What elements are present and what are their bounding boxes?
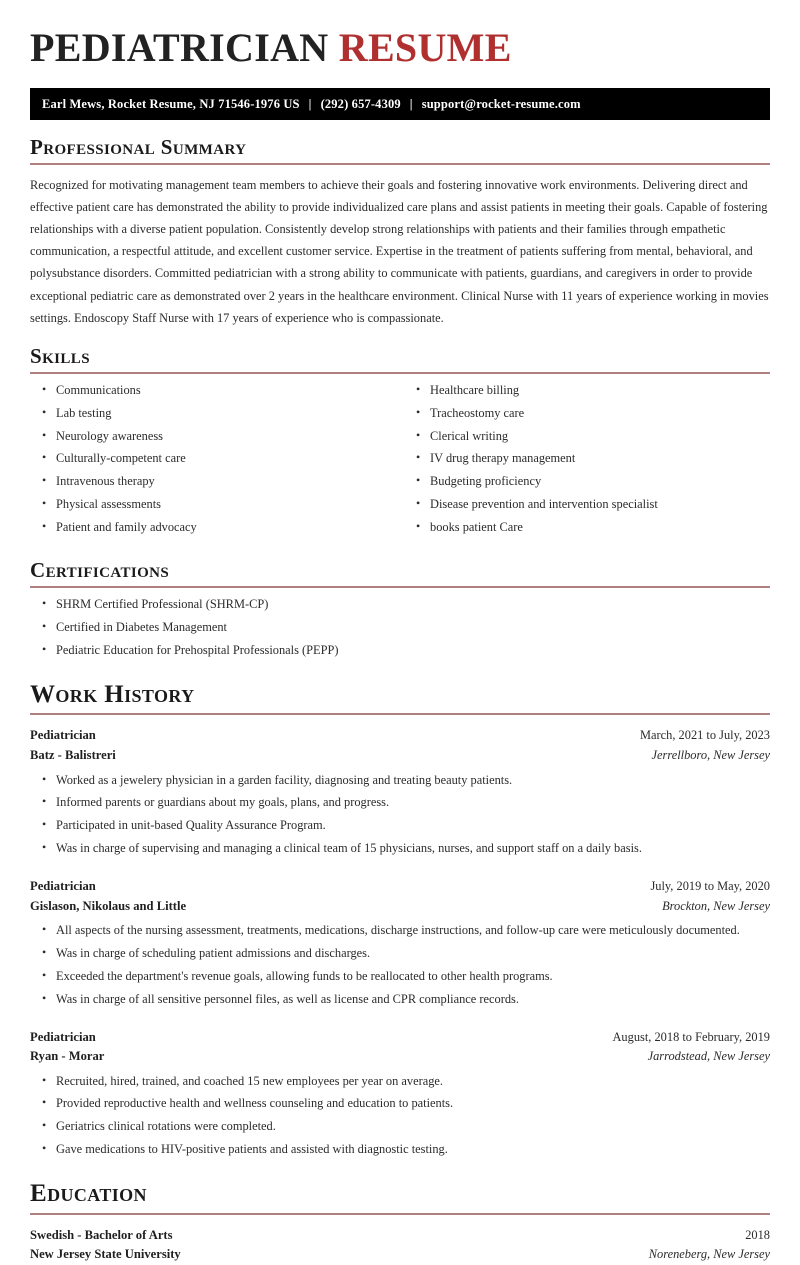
- education-school: New Jersey State University: [30, 1247, 181, 1262]
- professional-summary-text: Recognized for motivating management team members to achieve their goals and fostering innovative work environments. Delivering direct and effective patient care has demonstrated the ability to provide individualized care plans and assist patients in meeting their goals. Capable of fostering relationships with a diverse patient population. Consistently develop strong relationships with patients and their families through empathetic communication, a respectful attitude, and excellent customer service. Expertise in the treatment of patients suffering from mental, behavioral, and polysubstance disorders. Committed pediatrician with a strong ability to communicate with patients, guardians, and caregivers in order to provide exceptional pediatric care as demonstrated over 2 years in the healthcare environment. Clinical Nurse with 11 years of experience working in movies settings. Endoscopy Staff Nurse with 17 years of experience who is compassionate.: [30, 178, 769, 325]
- list-item: • Certified in Diabetes Management: [56, 620, 770, 643]
- contact-separator-2: |: [409, 96, 413, 111]
- contact-bar: [30, 88, 770, 120]
- education-location: Noreneberg, New Jersey: [648, 1247, 770, 1262]
- skills-list-left: [30, 383, 400, 543]
- list-item: • Disease prevention and intervention specialist: [430, 497, 770, 520]
- education-school-row: [30, 1245, 770, 1265]
- job-title: Pediatrician: [30, 728, 96, 743]
- job-dates: March, 2021 to July, 2023: [640, 728, 770, 743]
- contact-separator-1: |: [308, 96, 312, 111]
- contact-email[interactable]: support@rocket-resume.com: [421, 96, 581, 111]
- section-education: [30, 1180, 770, 1265]
- list-item: • Budgeting proficiency: [430, 474, 770, 497]
- work-history-entry: [30, 726, 770, 864]
- list-item: • Gave medications to HIV-positive patients and assisted with diagnostic testing.: [56, 1142, 770, 1165]
- section-work-history: [30, 681, 770, 1165]
- list-item: • Was in charge of all sensitive personnel files, as well as license and CPR compliance records.: [56, 992, 770, 1015]
- list-item: • All aspects of the nursing assessment, treatments, medications, discharge instructions, and follow-up care were meticulously documented.: [56, 923, 770, 946]
- list-item: • Recruited, hired, trained, and coached 15 new employees per year on average.: [56, 1074, 770, 1097]
- section-heading-certifications: Certifications: [30, 557, 170, 582]
- certifications-list: [30, 597, 770, 666]
- section-rule-education: [30, 1213, 770, 1215]
- list-item: • Communications: [56, 383, 400, 406]
- skills-list-right: [400, 383, 770, 543]
- work-history-company-row: [30, 1047, 770, 1067]
- list-item: • Culturally-competent care: [56, 451, 400, 474]
- contact-phone[interactable]: (292) 657-4309: [320, 96, 401, 111]
- job-company: Gislason, Nikolaus and Little: [30, 898, 187, 913]
- section-professional-summary: [30, 135, 770, 329]
- list-item: • Pediatric Education for Prehospital Professionals (PEPP): [56, 643, 770, 666]
- list-item: • Healthcare billing: [430, 383, 770, 406]
- list-item: • Neurology awareness: [56, 429, 400, 452]
- education-entry: [30, 1226, 770, 1265]
- job-bullets: [30, 923, 770, 1015]
- section-heading-work-history: Work History: [30, 680, 195, 708]
- list-item: • Informed parents or guardians about my goals, plans, and progress.: [56, 795, 770, 818]
- list-item: • Tracheostomy care: [430, 406, 770, 429]
- list-item: • Participated in unit-based Quality Assurance Program.: [56, 818, 770, 841]
- job-bullets: [30, 773, 770, 865]
- job-dates: August, 2018 to February, 2019: [612, 1029, 770, 1044]
- job-company: Ryan - Morar: [30, 1049, 105, 1064]
- page-title-word: RESUME: [338, 25, 512, 70]
- list-item: • Worked as a jewelery physician in a garden facility, diagnosing and treating beauty patients.: [56, 773, 770, 796]
- education-degree-row: [30, 1226, 770, 1246]
- section-skills: [30, 344, 770, 543]
- skills-column-right: [400, 374, 770, 543]
- list-item: • Lab testing: [56, 406, 400, 429]
- list-item: • Was in charge of supervising and managing a clinical team of 15 physicians, nurses, and support staff on a daily basis.: [56, 841, 770, 864]
- work-history-title-row: [30, 1028, 770, 1048]
- contact-address: Earl Mews, Rocket Resume, NJ 71546-1976 US: [42, 96, 300, 111]
- work-history-company-row: [30, 746, 770, 766]
- skills-column-left: [30, 374, 400, 543]
- job-company: Batz - Balistreri: [30, 747, 116, 762]
- work-history-title-row: [30, 726, 770, 746]
- section-certifications: [30, 558, 770, 666]
- job-dates: July, 2019 to May, 2020: [650, 879, 770, 893]
- job-bullets: [30, 1074, 770, 1166]
- education-year: 2018: [745, 1227, 770, 1242]
- page-title-role: PEDIATRICIAN: [30, 25, 329, 70]
- work-history-title-row: [30, 877, 770, 897]
- work-history-company-row: [30, 897, 770, 917]
- job-location: Jarrodstead, New Jersey: [647, 1049, 770, 1064]
- section-heading-professional-summary: Professional Summary: [30, 135, 247, 159]
- skills-columns: [30, 374, 770, 543]
- page-title: [30, 0, 770, 70]
- list-item: • Patient and family advocacy: [56, 520, 400, 543]
- job-location: Brockton, New Jersey: [662, 898, 770, 913]
- section-heading-education: Education: [30, 1180, 147, 1208]
- list-item: • Provided reproductive health and wellness counseling and education to patients.: [56, 1096, 770, 1119]
- list-item: • Clerical writing: [430, 429, 770, 452]
- work-history-entry: [30, 877, 770, 1015]
- education-degree: Swedish - Bachelor of Arts: [30, 1227, 173, 1242]
- list-item: • SHRM Certified Professional (SHRM-CP): [56, 597, 770, 620]
- list-item: • Intravenous therapy: [56, 474, 400, 497]
- list-item: • Exceeded the department's revenue goals, allowing funds to be reallocated to other health programs.: [56, 969, 770, 992]
- section-rule-professional-summary: [30, 163, 770, 165]
- job-title: Pediatrician: [30, 879, 96, 893]
- work-history-entry: [30, 1028, 770, 1166]
- list-item: • Geriatrics clinical rotations were completed.: [56, 1119, 770, 1142]
- job-title: Pediatrician: [30, 1029, 96, 1044]
- section-heading-skills: Skills: [30, 343, 90, 368]
- list-item: • Physical assessments: [56, 497, 400, 520]
- list-item: • Was in charge of scheduling patient admissions and discharges.: [56, 946, 770, 969]
- section-rule-work-history: [30, 713, 770, 715]
- section-rule-certifications: [30, 586, 770, 588]
- job-location: Jerrellboro, New Jersey: [651, 747, 770, 762]
- list-item: • IV drug therapy management: [430, 451, 770, 474]
- list-item: • books patient Care: [430, 520, 770, 543]
